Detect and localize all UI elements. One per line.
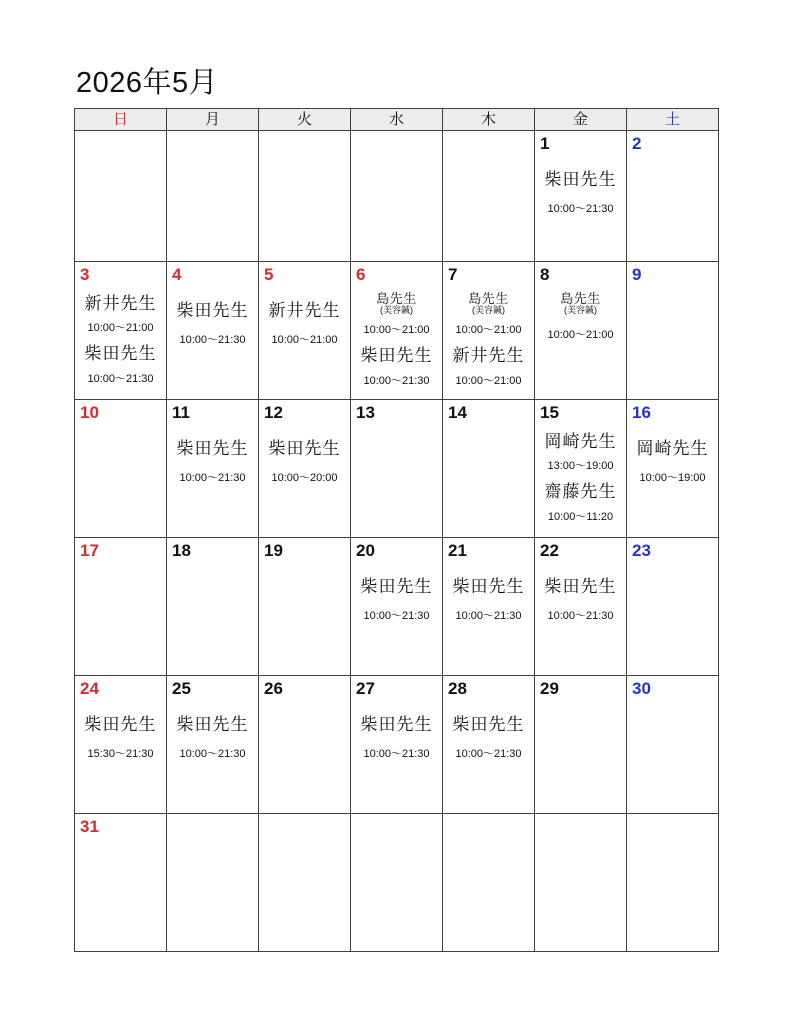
teacher-name: 新井先生: [268, 300, 341, 320]
calendar-cell-empty: [535, 814, 627, 952]
weekday-header-sat: 土: [627, 109, 719, 131]
schedule-entry: [351, 291, 442, 338]
calendar-cell-29: [535, 676, 627, 814]
schedule-entry: [535, 291, 626, 343]
calendar-cell-2: [627, 131, 719, 262]
calendar-cell-22: [535, 538, 627, 676]
calendar-cell-26: [259, 676, 351, 814]
calendar-cell-20: [351, 538, 443, 676]
calendar-cell-empty: [443, 814, 535, 952]
schedule-entry: [443, 291, 534, 338]
calendar-cell-5: [259, 262, 351, 400]
date-number: 29: [540, 679, 559, 698]
date-number: 30: [632, 679, 651, 698]
calendar-cell-15: [535, 400, 627, 538]
date-number: 14: [448, 403, 467, 422]
schedule-entry: [167, 439, 258, 486]
date-number: 31: [80, 817, 99, 836]
entry-note: (美容鍼): [564, 305, 597, 316]
entry-time: 10:00～21:00: [271, 333, 338, 346]
teacher-name: 齋藤先生: [544, 482, 617, 502]
schedule-entry: [259, 439, 350, 486]
week-row: [75, 676, 719, 814]
entry-note: (美容鍼): [380, 305, 413, 316]
schedule-entry: [75, 715, 166, 762]
schedule-entry: [167, 301, 258, 348]
calendar-cell-21: [443, 538, 535, 676]
entry-time: 10:00～21:30: [87, 372, 154, 385]
entry-time: 10:00～21:30: [179, 747, 246, 760]
schedule-entry: [535, 170, 626, 217]
schedule-entry: [351, 715, 442, 762]
calendar-body: [75, 131, 719, 952]
entry-time: 10:00～21:30: [179, 471, 246, 484]
page-title: 2026年5月: [76, 67, 219, 99]
calendar-cell-13: [351, 400, 443, 538]
teacher-name: 柴田先生: [360, 714, 433, 734]
teacher-name: 柴田先生: [84, 714, 157, 734]
date-number: 20: [356, 541, 375, 560]
calendar-cell-empty: [167, 814, 259, 952]
entry-time: 10:00～19:00: [639, 471, 706, 484]
entry-time: 10:00～21:30: [547, 202, 614, 215]
date-number: 4: [172, 265, 182, 284]
date-number: 3: [80, 265, 90, 284]
teacher-name: 岡崎先生: [544, 431, 617, 451]
date-number: 6: [356, 265, 366, 284]
calendar-cell-24: [75, 676, 167, 814]
week-row: [75, 538, 719, 676]
entry-time: 10:00～21:00: [547, 329, 614, 342]
date-number: 27: [356, 679, 375, 698]
teacher-name: 柴田先生: [176, 438, 249, 458]
entry-time: 10:00～11:20: [547, 510, 614, 523]
date-number: 18: [172, 541, 191, 560]
calendar-cell-9: [627, 262, 719, 400]
entry-time: 10:00～21:00: [87, 321, 154, 334]
calendar-cell-19: [259, 538, 351, 676]
weekday-header-fri: 金: [535, 109, 627, 131]
calendar-cell-28: [443, 676, 535, 814]
calendar-cell-4: [167, 262, 259, 400]
calendar-cell-30: [627, 676, 719, 814]
schedule-entry: [167, 715, 258, 762]
week-row: [75, 262, 719, 400]
calendar-cell-16: [627, 400, 719, 538]
calendar-cell-31: [75, 814, 167, 952]
date-number: 25: [172, 679, 191, 698]
calendar-cell-18: [167, 538, 259, 676]
calendar-cell-14: [443, 400, 535, 538]
teacher-name: 新井先生: [452, 346, 525, 366]
calendar-cell-11: [167, 400, 259, 538]
calendar-table: [74, 108, 719, 952]
schedule-entry: [443, 346, 534, 388]
schedule-entry: [535, 482, 626, 524]
teacher-name: 柴田先生: [360, 346, 433, 366]
schedule-entry: [75, 344, 166, 386]
calendar-cell-7: [443, 262, 535, 400]
calendar-cell-empty: [167, 131, 259, 262]
teacher-name: 新井先生: [84, 293, 157, 313]
date-number: 9: [632, 265, 642, 284]
calendar-cell-25: [167, 676, 259, 814]
date-number: 7: [448, 265, 458, 284]
schedule-entry: [259, 301, 350, 348]
teacher-name: 柴田先生: [176, 714, 249, 734]
entry-time: 10:00～21:30: [363, 747, 430, 760]
schedule-entry: [627, 439, 718, 486]
entry-time: 15:30～21:30: [87, 747, 154, 760]
entry-time: 10:00～21:00: [455, 324, 522, 337]
calendar-cell-6: [351, 262, 443, 400]
schedule-entry: [351, 346, 442, 388]
calendar-cell-8: [535, 262, 627, 400]
schedule-entry: [443, 715, 534, 762]
calendar-cell-empty: [75, 131, 167, 262]
entry-time: 10:00～21:30: [363, 374, 430, 387]
weekday-header-tue: 火: [259, 109, 351, 131]
date-number: 1: [540, 134, 550, 153]
date-number: 22: [540, 541, 559, 560]
teacher-name: 柴田先生: [544, 169, 617, 189]
calendar-cell-empty: [259, 131, 351, 262]
teacher-name: 島先生: [468, 290, 509, 306]
date-number: 21: [448, 541, 467, 560]
calendar-cell-empty: [627, 814, 719, 952]
entry-note: (美容鍼): [472, 305, 505, 316]
entry-time: 10:00～21:00: [455, 374, 522, 387]
teacher-name: 柴田先生: [544, 576, 617, 596]
calendar-cell-empty: [351, 814, 443, 952]
teacher-name: 柴田先生: [84, 344, 157, 364]
date-number: 12: [264, 403, 283, 422]
calendar-cell-empty: [443, 131, 535, 262]
date-number: 28: [448, 679, 467, 698]
calendar-cell-empty: [259, 814, 351, 952]
schedule-entry: [535, 432, 626, 474]
teacher-name: 柴田先生: [452, 576, 525, 596]
teacher-name: 岡崎先生: [636, 438, 709, 458]
weekday-header-sun: 日: [75, 109, 167, 131]
schedule-entry: [75, 294, 166, 336]
calendar-cell-empty: [351, 131, 443, 262]
date-number: 8: [540, 265, 550, 284]
date-number: 11: [172, 403, 190, 422]
entry-time: 10:00～21:30: [363, 609, 430, 622]
calendar-cell-10: [75, 400, 167, 538]
date-number: 17: [80, 541, 99, 560]
entry-time: 10:00～21:30: [547, 609, 614, 622]
date-number: 26: [264, 679, 283, 698]
date-number: 24: [80, 679, 99, 698]
teacher-name: 柴田先生: [176, 300, 249, 320]
weekday-header-mon: 月: [167, 109, 259, 131]
teacher-name: 島先生: [376, 290, 417, 306]
week-row: [75, 814, 719, 952]
calendar-cell-1: [535, 131, 627, 262]
date-number: 16: [632, 403, 651, 422]
calendar-cell-23: [627, 538, 719, 676]
entry-time: 10:00～21:00: [363, 324, 430, 337]
entry-time: 10:00～21:30: [455, 609, 522, 622]
schedule-entry: [351, 577, 442, 624]
weekday-header-thu: 木: [443, 109, 535, 131]
calendar-cell-17: [75, 538, 167, 676]
teacher-name: 柴田先生: [268, 438, 341, 458]
teacher-name: 柴田先生: [360, 576, 433, 596]
schedule-entry: [443, 577, 534, 624]
weekday-header-wed: 水: [351, 109, 443, 131]
date-number: 23: [632, 541, 651, 560]
date-number: 2: [632, 134, 642, 153]
entry-time: 10:00～21:30: [179, 333, 246, 346]
date-number: 10: [80, 403, 99, 422]
calendar-cell-27: [351, 676, 443, 814]
teacher-name: 島先生: [560, 290, 601, 306]
week-row: [75, 400, 719, 538]
entry-time: 13:00～19:00: [547, 459, 614, 472]
week-row: [75, 131, 719, 262]
schedule-entry: [535, 577, 626, 624]
date-number: 5: [264, 265, 274, 284]
calendar-cell-3: [75, 262, 167, 400]
calendar-cell-12: [259, 400, 351, 538]
date-number: 19: [264, 541, 283, 560]
teacher-name: 柴田先生: [452, 714, 525, 734]
entry-time: 10:00～20:00: [271, 471, 338, 484]
entry-time: 10:00～21:30: [455, 747, 522, 760]
date-number: 15: [540, 403, 559, 422]
date-number: 13: [356, 403, 375, 422]
weekday-row: [75, 109, 719, 131]
